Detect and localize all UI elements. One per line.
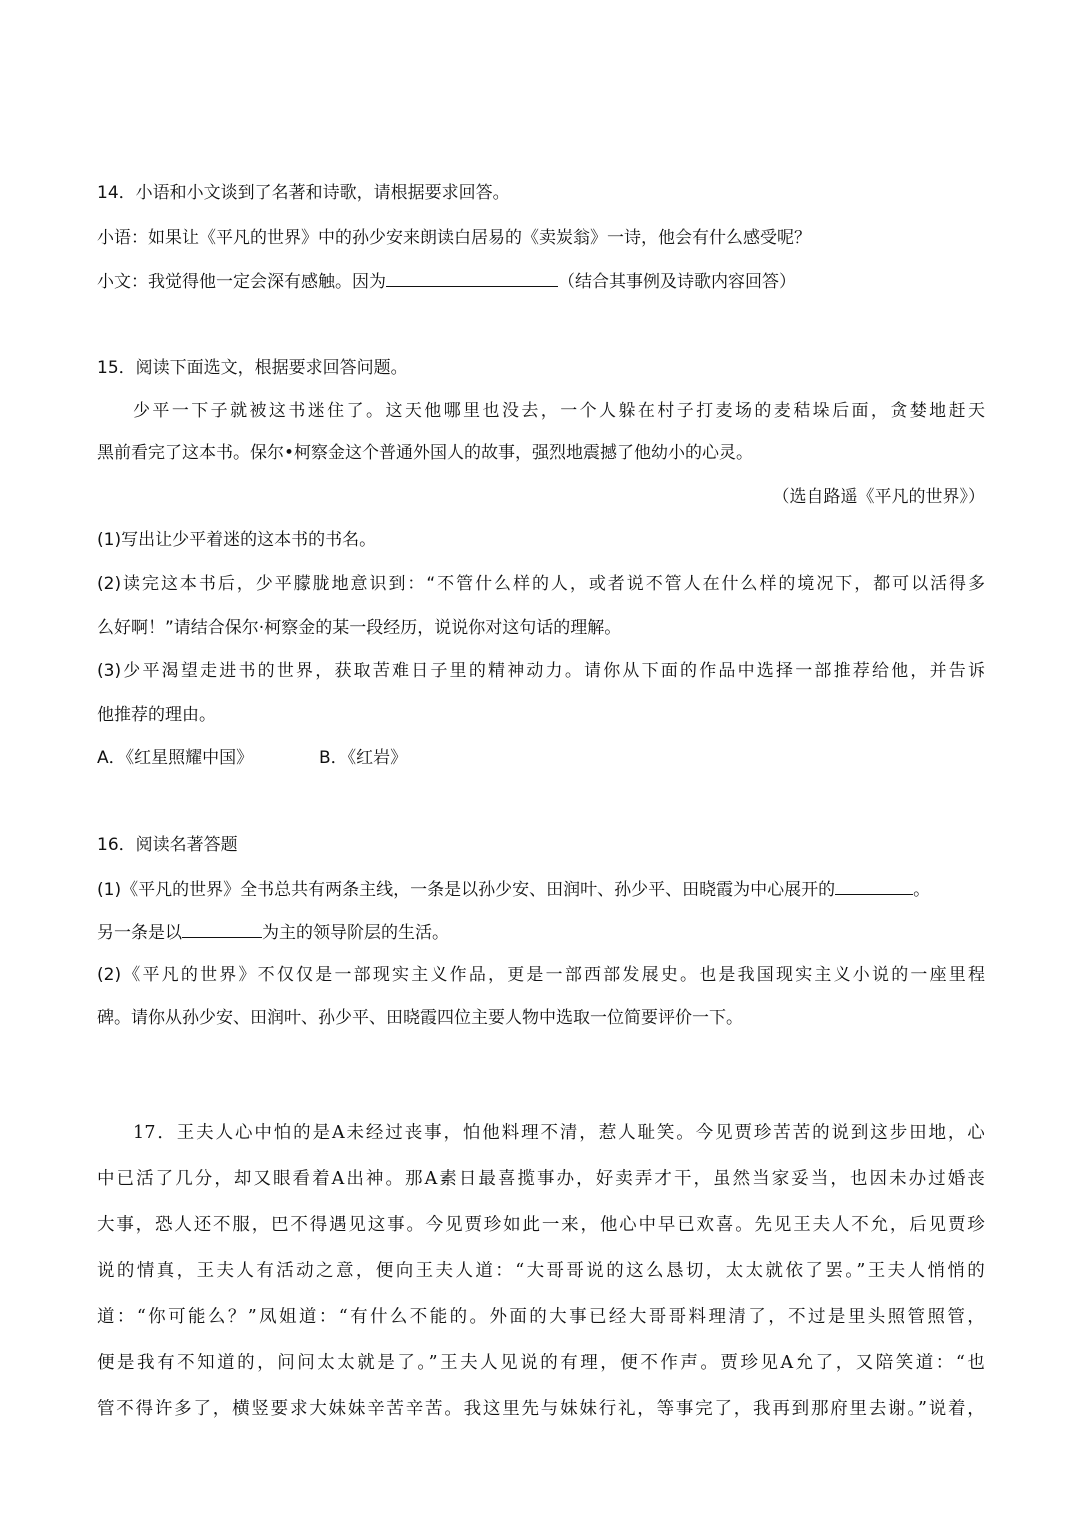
q15-sub1: (1)写出让少平着迷的这本书的书名。 [97, 530, 377, 550]
q17-line-7: 管不得许多了，横竖要求大妹妹辛苦辛苦。我这里先与妹妹行礼，等事完了，我再到那府里去谢。”说着， [97, 1399, 985, 1419]
q15-stem: 15．阅读下面选文，根据要求回答问题。 [97, 358, 408, 378]
q17-line-4: 说的情真，王夫人有活动之意，便向王夫人道：“大哥哥说的这么恳切，太太就依了罢。”王夫人悄悄的 [97, 1261, 985, 1281]
q16-blank-1[interactable] [835, 876, 913, 895]
q15-sub2-line-2: 么好啊！”请结合保尔·柯察金的某一段经历，说说你对这句话的理解。 [97, 618, 622, 638]
q16-blank-2[interactable] [182, 919, 262, 938]
q15-sub3-line-2: 他推荐的理由。 [97, 705, 216, 725]
q14-xiaowen-line [97, 268, 985, 294]
q16-stem: 16．阅读名著答题 [97, 835, 238, 855]
q16-sub2-line-2: 碑。请你从孙少安、田润叶、孙少平、田晓霞四位主要人物中选取一位简要评价一下。 [97, 1008, 743, 1028]
q15-passage-line-2: 黑前看完了这本书。保尔•柯察金这个普通外国人的故事，强烈地震撼了他幼小的心灵。 [97, 443, 754, 463]
q16-sub1-line2-text: 另一条是以 [97, 923, 182, 943]
q15-source: （选自路遥《平凡的世界》） [772, 487, 985, 507]
q16-sub1-line-2 [97, 919, 985, 945]
q16-sub1-period: 。 [913, 880, 931, 900]
q16-sub2-line-1: (2)《平凡的世界》不仅仅是一部现实主义作品，更是一部西部发展史。也是我国现实主义小说的一座里程 [97, 965, 985, 985]
q15-sub2-line-1: (2)读完这本书后，少平朦胧地意识到：“不管什么样的人，或者说不管人在什么样的境况下，都可以活得多 [97, 574, 985, 594]
q17-line-5: 道：“你可能么？”凤姐道：“有什么不能的。外面的大事已经大哥哥料理清了，不过是里头照管照管， [97, 1307, 985, 1327]
q17-line-6: 便是我有不知道的，问问太太就是了。”王夫人见说的有理，便不作声。贾珍见A允了，又陪笑道：“也 [97, 1353, 985, 1373]
q15-passage-line-1: 少平一下子就被这书迷住了。这天他哪里也没去，一个人躲在村子打麦场的麦秸垛后面，贪婪地赶天 [133, 401, 985, 421]
q16-sub1-text: (1)《平凡的世界》全书总共有两条主线，一条是以孙少安、田润叶、孙少平、田晓霞为中心展开的 [97, 880, 836, 900]
q17-line-1: 17．王夫人心中怕的是A未经过丧事，怕他料理不清，惹人耻笑。今见贾珍苦苦的说到这步田地，心 [133, 1123, 985, 1143]
q15-options [97, 746, 985, 770]
q15-option-a[interactable]: A．《红星照耀中国》 [97, 748, 254, 768]
q14-xiaowen-text: 小文：我觉得他一定会深有感触。因为 [97, 272, 386, 292]
q14-answer-blank[interactable] [386, 268, 558, 287]
q16-sub1-line-1 [97, 876, 985, 902]
q14-xiaoyu-line: 小语：如果让《平凡的世界》中的孙少安来朗读白居易的《卖炭翁》一诗，他会有什么感受呢？ [97, 228, 811, 248]
q15-option-b[interactable]: B．《红岩》 [319, 748, 408, 768]
q17-line-2: 中已活了几分，却又眼看着A出神。那A素日最喜揽事办，好卖弄才干，虽然当家妥当，也因未办过婚丧 [97, 1169, 985, 1189]
q17-line-3: 大事，恐人还不服，巴不得遇见这事。今见贾珍如此一来，他心中早已欢喜。先见王夫人不允，后见贾珍 [97, 1215, 985, 1235]
q16-sub1-line2-rest: 为主的领导阶层的生活。 [262, 923, 449, 943]
q14-xiaowen-hint: （结合其事例及诗歌内容回答） [558, 272, 796, 292]
q15-sub3-line-1: (3)少平渴望走进书的世界，获取苦难日子里的精神动力。请你从下面的作品中选择一部推荐给他，并告诉 [97, 661, 985, 681]
q14-stem: 14．小语和小文谈到了名著和诗歌，请根据要求回答。 [97, 183, 510, 203]
